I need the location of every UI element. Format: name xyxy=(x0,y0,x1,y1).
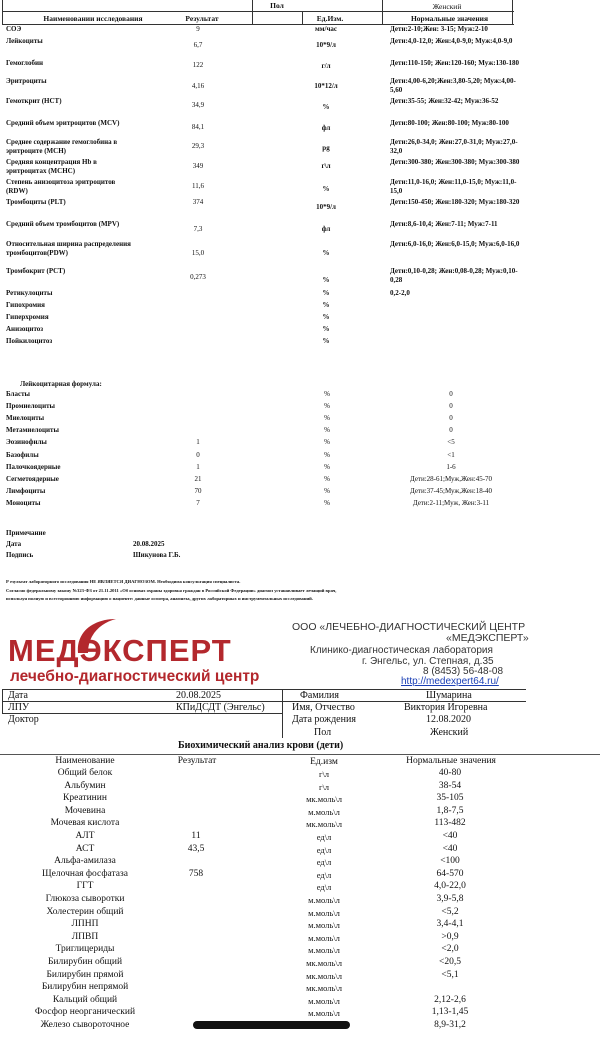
leuko-norm: 0 xyxy=(449,390,453,398)
leuko-value: 70 xyxy=(194,486,202,495)
leuko-norm: 1-6 xyxy=(446,462,456,471)
patient-sex-value: Женский xyxy=(430,727,469,738)
leuko-norm: 0 xyxy=(449,402,453,411)
result-name: Лейкоциты xyxy=(6,37,43,45)
col-divider xyxy=(2,0,3,24)
biochem-norm: 35-105 xyxy=(436,793,464,804)
result-name: Степень анизоцитоза эритроцитов (RDW) xyxy=(6,178,116,195)
biochem-unit: м.моль\л xyxy=(308,1008,340,1019)
result-name: Пойкилоцитоз xyxy=(6,337,53,345)
biochem-norm: >0,9 xyxy=(441,931,459,942)
patient-dob-label: Дата рождения xyxy=(292,714,356,725)
biochem-col-norm: Нормальные значения xyxy=(406,756,496,766)
leuko-name: Бласты xyxy=(6,390,30,398)
biochem-norm: 1,13-1,45 xyxy=(431,1007,469,1018)
leuko-name: Моноциты xyxy=(6,498,41,507)
patient-lpu-label: ЛПУ xyxy=(8,702,30,713)
col-header-unit: Ед.Изм. xyxy=(316,14,344,23)
lab-address: г. Энгельс, ул. Степная, д.35 xyxy=(362,656,494,667)
result-norm: Дети:26,0-34,0; Жен:27,0-31,0; Муж:27,0-32,0 xyxy=(390,138,518,155)
biochem-name: Билирубин общий xyxy=(47,957,123,967)
biochem-unit: м.моль\л xyxy=(308,932,340,943)
biochem-name: Холестерин общий xyxy=(46,906,124,917)
result-norm: Дети:150-450; Жен:180-320; Муж:180-320 xyxy=(390,198,520,206)
biochem-unit: м.моль\л xyxy=(308,895,340,905)
patient-dob-value: 12.08.2020 xyxy=(426,714,471,725)
note-label: Примечание xyxy=(6,529,46,537)
result-name: Гиперхромия xyxy=(6,313,49,321)
biochem-name: Глюкоза сыворотки xyxy=(45,894,125,904)
leuko-unit: % xyxy=(324,450,330,459)
sex-label: Пол xyxy=(270,1,284,10)
result-unit: % xyxy=(322,301,330,309)
result-value: 34,9 xyxy=(191,101,205,109)
patient-name-value: Виктория Игоревна xyxy=(404,702,488,713)
result-norm: Дети:80-100; Жен:80-100; Муж:80-100 xyxy=(390,119,509,127)
result-norm: Дети:110-150; Жен:120-160; Муж:130-180 xyxy=(390,59,519,67)
biochem-name: Триглицериды xyxy=(55,944,115,955)
biochem-name: Общий белок xyxy=(57,768,113,778)
disclaimer-line-2: Согласно федеральному закону №323-ФЗ от 21.11.2011 «Об основах охраны здоровья граждан в Российской Федерации» диагноз устанавливает лечащий врач, xyxy=(6,588,337,593)
biochem-unit: ед\л xyxy=(316,844,332,855)
date-value: 20.08.2025 xyxy=(133,540,165,548)
leuko-norm: 0 xyxy=(449,426,453,435)
col-header-result: Результат xyxy=(185,14,219,23)
leuko-value: 1 xyxy=(196,438,200,447)
biochem-name: Билирубин прямой xyxy=(46,969,124,980)
result-unit: фл xyxy=(321,225,331,233)
biochem-name: ГГТ xyxy=(76,881,94,892)
biochem-name: Альфа-амилаза xyxy=(54,856,116,867)
result-name: Тромбокрит (PCT) xyxy=(6,267,66,275)
biochem-name: Мочевина xyxy=(64,805,106,816)
result-unit: 10*9/л xyxy=(316,203,336,211)
biochem-unit: мк.моль\л xyxy=(306,970,342,981)
org-line-2: «МЕДЭКСПЕРТ» xyxy=(446,632,529,644)
result-norm: Дети:11,0-16,0; Жен:11,0-15,0; Муж:11,0-15,0 xyxy=(390,178,517,195)
biochem-unit: ед\л xyxy=(316,869,332,880)
top-table-header xyxy=(2,0,514,25)
leuko-name: Лимфоциты xyxy=(6,486,46,495)
result-unit: % xyxy=(322,185,330,193)
org-line-1: ООО «ЛЕЧЕБНО-ДИАГНОСТИЧЕСКИЙ ЦЕНТР xyxy=(292,621,526,633)
biochem-unit: ед\л xyxy=(316,832,332,842)
biochem-unit: г\л xyxy=(318,781,330,792)
leuko-name: Сегметоядерные xyxy=(6,474,59,483)
patient-divider xyxy=(282,689,283,738)
leuko-norm: Дети:2-11;Муж, Жен:3-11 xyxy=(412,498,490,507)
biochem-unit: мк.моль\л xyxy=(306,983,342,994)
result-name: Эритроциты xyxy=(6,77,47,85)
result-name: Гемоглобин xyxy=(6,59,44,67)
leuko-norm: Дети:37-45;Муж,Жен:18-40 xyxy=(409,486,493,495)
home-indicator[interactable] xyxy=(193,1021,350,1029)
leuko-norm: <1 xyxy=(447,450,455,459)
result-name: СОЭ xyxy=(6,25,22,33)
result-value: 9 xyxy=(196,25,200,33)
biochem-value: 43,5 xyxy=(187,843,205,854)
biochem-name: ЛПВП xyxy=(71,931,99,942)
patient-date-value: 20.08.2025 xyxy=(176,690,221,701)
biochem-norm: <40 xyxy=(442,831,458,841)
biochem-name: Мочевая кислота xyxy=(50,818,120,829)
biochem-name: Железо сывороточное xyxy=(40,1020,130,1030)
biochem-header-divider xyxy=(0,754,600,755)
org-line-3: Клинико-диагностическая лаборатория xyxy=(310,645,493,656)
result-name: Гипохромия xyxy=(6,301,45,309)
biochem-unit: ед\л xyxy=(316,857,332,868)
biochem-unit: м.моль\л xyxy=(308,920,340,931)
result-name: Тромбоциты (PLT) xyxy=(6,198,66,206)
lab-phone: 8 (8453) 56-48-08 xyxy=(423,666,504,677)
logo-text: МЕДЭКСПЕРТ xyxy=(8,633,232,668)
leuko-name: Промиелоциты xyxy=(6,402,56,411)
result-unit: % xyxy=(322,103,330,111)
biochem-norm: <40 xyxy=(442,843,458,854)
leuko-unit: % xyxy=(324,486,330,495)
patient-surname-label: Фамилия xyxy=(300,690,339,701)
biochem-norm: 1,8-7,5 xyxy=(436,805,464,816)
header-divider xyxy=(2,11,514,12)
biochem-norm: 113-482 xyxy=(434,818,466,829)
biochem-norm: 64-570 xyxy=(436,868,464,879)
biochem-norm: <5,2 xyxy=(441,906,459,917)
result-value: 349 xyxy=(192,162,204,170)
result-name: Среднее содержание гемоглобина в эритроците (MCH) xyxy=(6,138,118,155)
result-unit: % xyxy=(322,276,330,284)
lab-website-link[interactable]: http://medexpert64.ru/ xyxy=(401,676,499,687)
biochem-col-unit: Ед.изм xyxy=(310,757,338,767)
result-name: Средний объем эритроцитов (MCV) xyxy=(6,119,120,127)
patient-date-label: Дата xyxy=(8,690,28,701)
result-value: 6,7 xyxy=(193,41,203,49)
biochem-norm: 38-54 xyxy=(438,780,462,791)
signature-value: Шикунова Г.Б. xyxy=(133,551,181,559)
sex-value: Женский xyxy=(432,2,462,11)
leuko-unit: % xyxy=(324,390,330,398)
biochem-unit: мк.моль\л xyxy=(306,958,342,968)
result-unit: % xyxy=(322,249,330,257)
biochem-unit: г\л xyxy=(318,769,330,779)
leuko-value: 7 xyxy=(196,498,200,507)
biochem-name: Щелочная фосфатаза xyxy=(42,868,128,879)
result-norm: Дети:4,0-12,0; Жен:4,0-9,0; Муж:4,0-9,0 xyxy=(390,37,513,45)
result-name: Ретикулоциты xyxy=(6,289,53,297)
biochem-col-result: Результат xyxy=(177,756,217,766)
result-value: 84,1 xyxy=(191,123,205,131)
result-value: 374 xyxy=(192,198,204,206)
result-value: 0,273 xyxy=(190,273,206,281)
result-norm: Дети:2-10;Жен: 3-15; Муж:2-10 xyxy=(390,25,488,33)
leuko-value: 1 xyxy=(196,462,200,471)
logo-subtitle: лечебно-диагностический центр xyxy=(10,668,260,685)
result-norm: 0,2-2,0 xyxy=(390,289,410,297)
col-header-name: Наименовании исследования xyxy=(43,14,143,23)
result-value: 11,6 xyxy=(192,182,204,190)
biochem-unit: мк.моль\л xyxy=(306,819,342,830)
patient-lpu-value: КПиДСДТ (Энгельс) xyxy=(176,702,265,713)
leuko-value: 0 xyxy=(196,450,200,459)
result-norm: Дети:0,10-0,28; Жен:0,08-0,28; Муж:0,10-0,28 xyxy=(390,267,518,284)
biochem-norm: 8,9-31,2 xyxy=(434,1020,466,1030)
patient-sex-label: Пол xyxy=(314,727,332,738)
date-label: Дата xyxy=(6,540,22,548)
patient-doctor-label: Доктор xyxy=(8,714,39,725)
result-value: 29,3 xyxy=(191,142,205,150)
result-name: Анизоцитоз xyxy=(6,325,44,333)
result-unit: г\л xyxy=(321,162,331,170)
result-unit: г/л xyxy=(321,62,331,70)
biochem-norm: <100 xyxy=(440,856,460,867)
result-norm: Дети:4,00-6,20;Жен:3,80-5,20; Муж:4,00-5,60 xyxy=(390,77,516,94)
biochem-unit: мк.моль\л xyxy=(306,794,342,805)
patient-name-label: Имя, Отчество xyxy=(292,702,355,713)
result-unit: % xyxy=(322,325,330,333)
biochem-norm: <20,5 xyxy=(439,957,461,967)
result-unit: фл xyxy=(321,124,331,132)
leuko-unit: % xyxy=(324,498,330,507)
result-unit: % xyxy=(322,289,330,297)
biochem-norm: 3,9-5,8 xyxy=(436,894,464,904)
biochem-unit: м.моль\л xyxy=(308,995,340,1006)
leuko-unit: % xyxy=(324,402,330,411)
result-name: Гемоткрит (HCT) xyxy=(6,97,62,105)
leuko-name: Базофилы xyxy=(6,450,39,459)
result-value: 7,3 xyxy=(193,225,203,233)
biochem-value: 11 xyxy=(191,831,201,841)
col-header-norm: Нормальные значения xyxy=(410,14,489,23)
result-name: Средний объем тромбоцитов (MPV) xyxy=(6,220,120,228)
leuko-norm: 0 xyxy=(449,414,453,423)
result-norm: Дети:8,6-10,4; Жен:7-11; Муж:7-11 xyxy=(390,220,498,228)
disclaimer-line-3: используя полную и всестороннюю информацию о пациенте: данные осмотра, анамнеза, других лабораторных и инструментальных исследований. xyxy=(6,596,313,601)
result-norm: Дети:300-380; Жен:300-380; Муж:300-380 xyxy=(390,158,520,166)
result-name: Средняя концентрация Hb в эритроцитах (MCHC) xyxy=(6,158,97,175)
leuko-name: Эозинофилы xyxy=(6,438,47,447)
leuko-name: Миелоциты xyxy=(6,414,45,423)
biochem-norm: 40-80 xyxy=(438,768,462,778)
result-norm: Дети:35-55; Жен:32-42; Муж:36-52 xyxy=(390,97,499,105)
biochem-value: 758 xyxy=(188,868,204,879)
leuko-name: Метамиелоциты xyxy=(6,426,59,435)
biochem-unit: м.моль\л xyxy=(308,945,340,956)
leuko-unit: % xyxy=(324,414,330,423)
leuko-norm: Дети:28-61;Муж,Жен:45-70 xyxy=(409,474,493,483)
disclaimer-line-1: Р езультат лабораторного исследования НЕ ЯВЛЯЕТСЯ ДИАГНОЗОМ. Необходима консультация специалиста. xyxy=(6,579,241,584)
leuko-unit: % xyxy=(324,426,330,435)
result-name: Относительная ширина распределения тромбоцитов(PDW) xyxy=(6,240,131,257)
leuko-value: 21 xyxy=(194,474,202,483)
biochem-norm: 3,4-4,1 xyxy=(436,919,464,930)
biochem-unit: м.моль\л xyxy=(308,806,340,817)
biochem-norm: <5,1 xyxy=(441,969,459,980)
result-value: 122 xyxy=(192,61,204,69)
biochem-name: Кальций общий xyxy=(52,994,118,1005)
biochem-name: АЛТ xyxy=(75,831,95,841)
leuko-name: Палочкоядерные xyxy=(6,462,61,471)
biochem-col-name: Наименование xyxy=(55,756,115,766)
biochem-title: Биохимический анализ крови (дети) xyxy=(178,740,344,751)
signature-label: Подпись xyxy=(6,551,34,559)
leuko-norm: <5 xyxy=(447,438,455,447)
result-unit: pg xyxy=(322,144,330,152)
result-norm: Дети:6,0-16,0; Жен:6,0-15,0; Муж:6,0-16,0 xyxy=(390,240,520,248)
patient-surname-value: Шумарина xyxy=(426,690,472,701)
biochem-unit: м.моль\л xyxy=(308,907,340,918)
leuko-unit: % xyxy=(324,474,330,483)
leuko-title: Лейкоцитарная формула: xyxy=(20,380,102,388)
result-unit: мм/час xyxy=(314,25,338,33)
biochem-norm: 2,12-2,6 xyxy=(434,994,466,1005)
biochem-name: Билирубин непрямой xyxy=(41,982,129,993)
result-unit: % xyxy=(322,313,330,321)
result-unit: 10*12/л xyxy=(314,82,338,90)
biochem-name: Альбумин xyxy=(64,780,106,791)
result-unit: 10*9/л xyxy=(316,41,336,49)
result-value: 4,16 xyxy=(191,82,205,90)
biochem-name: Креатинин xyxy=(63,793,107,804)
leuko-unit: % xyxy=(324,462,330,471)
leuko-unit: % xyxy=(324,438,330,447)
biochem-norm: <2,0 xyxy=(441,944,459,955)
col-divider xyxy=(512,0,513,24)
result-value: 15,0 xyxy=(191,249,205,257)
result-unit: % xyxy=(322,337,330,345)
biochem-name: АСТ xyxy=(75,843,95,854)
biochem-name: Фосфор неорганический xyxy=(34,1007,136,1018)
biochem-name: ЛПНП xyxy=(71,919,99,930)
biochem-norm: 4,0-22,0 xyxy=(434,881,466,892)
biochem-unit: ед\л xyxy=(316,882,332,893)
